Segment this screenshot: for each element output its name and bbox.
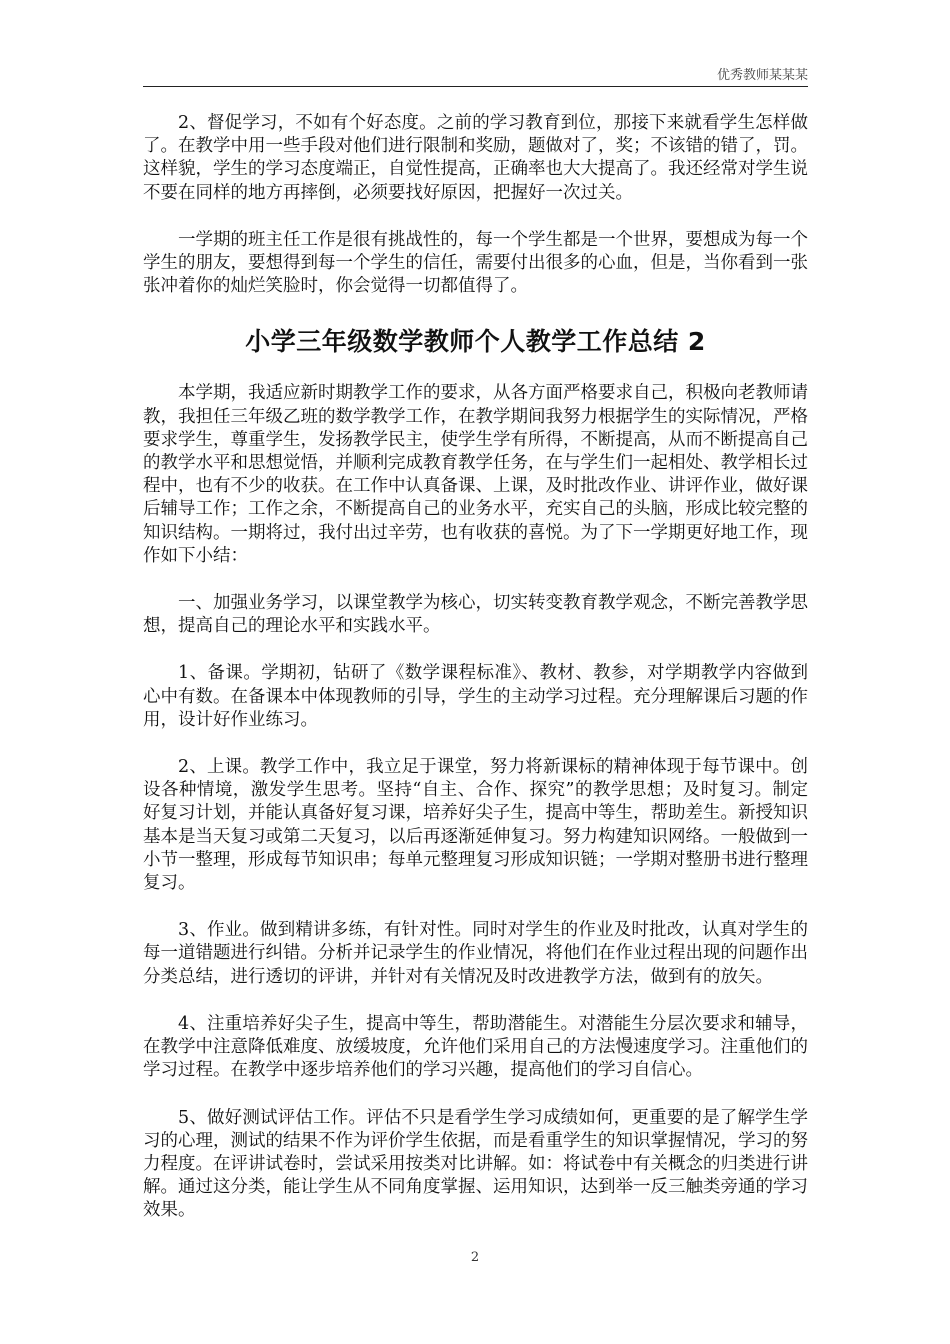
paragraph: 本学期，我适应新时期教学工作的要求，从各方面严格要求自己，积极向老教师请教，我担任三年级乙班的数学教学工作，在教学期间我努力根据学生的实际情况，严格要求学生，尊重学生，发扬教学民主，使学生学有所得，不断提高，从而不断提高自己的教学水平和思想觉悟，并顺利完成教育教学任务，在与学生们一起相处、教学相长过程中，也有不少的收获。在工作中认真备课、上课，及时批改作业、讲评作业，做好课后辅导工作；工作之余，不断提高自己的业务水平，充实自己的头脑，形成比较完整的知识结构。一期将过，我付出过辛劳，也有收获的喜悦。为了下一学期更好地工作，现作如下小结： (143, 383, 808, 566)
paragraph: 5、做好测试评估工作。评估不只是看学生学习成绩如何，更重要的是了解学生学习的心理，测试的结果不作为评价学生依据，而是看重学生的知识掌握情况，学习的努力程度。在评讲试卷时，尝试采用按类对比讲解。如：将试卷中有关概念的归类进行讲解。通过这分类，能让学生从不同角度掌握、运用知识，达到举一反三触类旁通的学习效果。 (143, 1107, 808, 1221)
header-author: 优秀教师某某某 (716, 68, 808, 83)
paragraph: 3、作业。做到精讲多练，有针对性。同时对学生的作业及时批改，认真对学生的每一道错题进行纠错。分析并记录学生的作业情况，将他们在作业过程出现的问题作出分类总结，进行透切的评讲，并针对有关情况及时改进教学方法，做到有的放矢。 (143, 920, 808, 987)
paragraph: 2、上课。教学工作中，我立足于课堂，努力将新课标的精神体现于每节课中。创设各种情境，激发学生思考。坚持“自主、合作、探究”的教学思想；及时复习。制定好复习计划，并能认真备好复习课，培养好尖子生，提高中等生，帮助差生。新授知识基本是当天复习或第二天复习，以后再逐渐延伸复习。努力构建知识网络。一般做到一小节一整理，形成每节知识串；每单元整理复习形成知识链；一学期对整册书进行整理复习。 (143, 757, 808, 894)
paragraph: 1、备课。学期初，钻研了《数学课程标准》、教材、教参，对学期教学内容做到心中有数。在备课本中体现教师的引导，学生的主动学习过程。充分理解课后习题的作用，设计好作业练习。 (143, 663, 808, 730)
paragraph: 4、注重培养好尖子生，提高中等生，帮助潜能生。对潜能生分层次要求和辅导，在教学中注意降低难度、放缓坡度，允许他们采用自己的方法慢速度学习。注重他们的学习过程。在教学中逐步培养他们的学习兴趣，提高他们的学习自信心。 (143, 1013, 808, 1081)
section-title: 小学三年级数学教师个人教学工作总结 2 (245, 327, 706, 357)
paragraph: 2、督促学习，不如有个好态度。之前的学习教育到位，那接下来就看学生怎样做了。在教学中用一些手段对他们进行限制和奖励，题做对了，奖；不该错的错了，罚。这样貌，学生的学习态度端正，自觉性提高，正确率也大大提高了。我还经常对学生说不要在同样的地方再摔倒，必须要找好原因，把握好一次过关。 (143, 113, 808, 203)
page-number: 2 (470, 1250, 480, 1265)
document-body (143, 112, 808, 1247)
page-header (143, 62, 808, 87)
paragraph: 一、加强业务学习，以课堂教学为核心，切实转变教育教学观念，不断完善教学思想，提高自己的理论水平和实践水平。 (143, 593, 808, 637)
paragraph: 一学期的班主任工作是很有挑战性的，每一个学生都是一个世界，要想成为每一个学生的朋友，要想得到每一个学生的信任，需要付出很多的心血，但是，当你看到一张张冲着你的灿烂笑脸时，你会觉得一切都值得了。 (143, 229, 808, 297)
